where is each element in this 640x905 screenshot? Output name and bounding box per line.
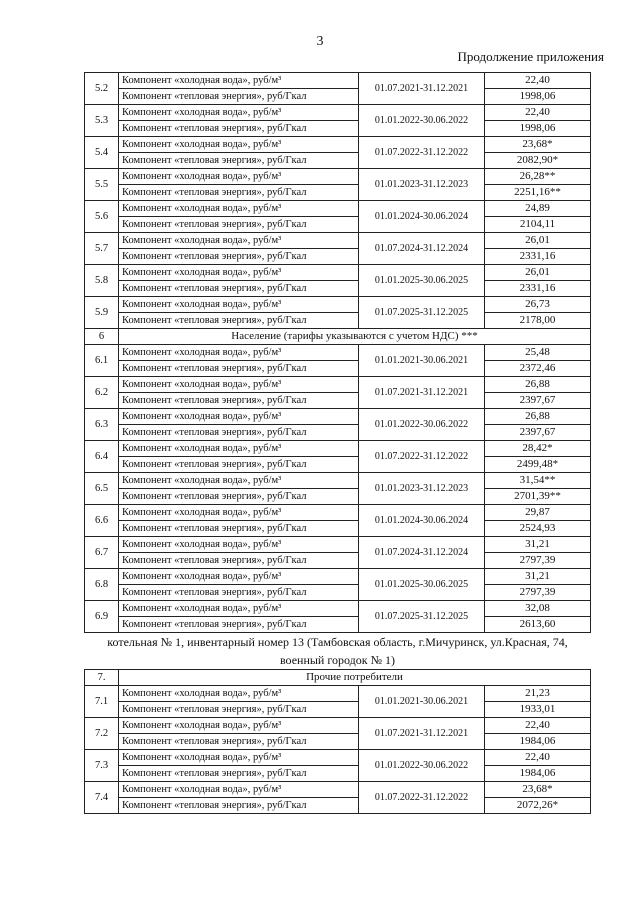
heat-energy-value: 1984,06 (485, 766, 591, 782)
component-heat-energy-label: Компонент «тепловая энергия», руб/Гкал (119, 585, 359, 601)
cold-water-value: 26,88 (485, 409, 591, 425)
period-cell: 01.07.2022-31.12.2022 (359, 137, 485, 169)
period-cell: 01.07.2025-31.12.2025 (359, 601, 485, 633)
section-title-population: Население (тарифы указываются с учетом НДС) *** (119, 329, 591, 345)
page-number: 3 (316, 34, 324, 49)
component-heat-energy-label: Компонент «тепловая энергия», руб/Гкал (119, 89, 359, 105)
table-row (85, 281, 591, 297)
row-number: 6.9 (85, 601, 119, 633)
section-row (85, 670, 591, 686)
table-row (85, 409, 591, 425)
component-heat-energy-label: Компонент «тепловая энергия», руб/Гкал (119, 185, 359, 201)
component-heat-energy-label: Компонент «тепловая энергия», руб/Гкал (119, 425, 359, 441)
component-heat-energy-label: Компонент «тепловая энергия», руб/Гкал (119, 617, 359, 633)
table-row (85, 89, 591, 105)
cold-water-value: 26,73 (485, 297, 591, 313)
period-cell: 01.07.2021-31.12.2021 (359, 377, 485, 409)
row-number: 5.5 (85, 169, 119, 201)
table-row (85, 185, 591, 201)
row-number: 5.6 (85, 201, 119, 233)
cold-water-value: 25,48 (485, 345, 591, 361)
row-number: 6.3 (85, 409, 119, 441)
row-number: 7.2 (85, 718, 119, 750)
component-heat-energy-label: Компонент «тепловая энергия», руб/Гкал (119, 121, 359, 137)
table-row (85, 734, 591, 750)
heat-energy-value: 2331,16 (485, 249, 591, 265)
component-heat-energy-label: Компонент «тепловая энергия», руб/Гкал (119, 457, 359, 473)
cold-water-value: 23,68* (485, 137, 591, 153)
table-row (85, 393, 591, 409)
row-number: 6.7 (85, 537, 119, 569)
period-cell: 01.01.2024-30.06.2024 (359, 505, 485, 537)
component-cold-water-label: Компонент «холодная вода», руб/м³ (119, 345, 359, 361)
cold-water-value: 24,89 (485, 201, 591, 217)
cold-water-value: 21,23 (485, 686, 591, 702)
component-cold-water-label: Компонент «холодная вода», руб/м³ (119, 137, 359, 153)
section-number: 7. (85, 670, 119, 686)
row-number: 5.7 (85, 233, 119, 265)
table-row (85, 73, 591, 89)
component-cold-water-label: Компонент «холодная вода», руб/м³ (119, 505, 359, 521)
table-row (85, 137, 591, 153)
table-row (85, 233, 591, 249)
cold-water-value: 31,54** (485, 473, 591, 489)
component-cold-water-label: Компонент «холодная вода», руб/м³ (119, 750, 359, 766)
section-number: 6 (85, 329, 119, 345)
component-cold-water-label: Компонент «холодная вода», руб/м³ (119, 201, 359, 217)
period-cell: 01.01.2024-30.06.2024 (359, 201, 485, 233)
row-number: 6.6 (85, 505, 119, 537)
heat-energy-value: 2104,11 (485, 217, 591, 233)
component-heat-energy-label: Компонент «тепловая энергия», руб/Гкал (119, 217, 359, 233)
heat-energy-value: 2397,67 (485, 425, 591, 441)
row-number: 6.5 (85, 473, 119, 505)
period-cell: 01.07.2021-31.12.2021 (359, 718, 485, 750)
cold-water-value: 22,40 (485, 750, 591, 766)
period-cell: 01.01.2023-31.12.2023 (359, 473, 485, 505)
component-cold-water-label: Компонент «холодная вода», руб/м³ (119, 409, 359, 425)
row-number: 7.3 (85, 750, 119, 782)
table-row (85, 505, 591, 521)
table-row (85, 521, 591, 537)
component-cold-water-label: Компонент «холодная вода», руб/м³ (119, 686, 359, 702)
heat-energy-value: 1984,06 (485, 734, 591, 750)
component-heat-energy-label: Компонент «тепловая энергия», руб/Гкал (119, 521, 359, 537)
component-heat-energy-label: Компонент «тепловая энергия», руб/Гкал (119, 281, 359, 297)
table-row (85, 782, 591, 798)
component-cold-water-label: Компонент «холодная вода», руб/м³ (119, 601, 359, 617)
period-cell: 01.07.2021-31.12.2021 (359, 73, 485, 105)
period-cell: 01.07.2025-31.12.2025 (359, 297, 485, 329)
period-cell: 01.01.2025-30.06.2025 (359, 569, 485, 601)
table-row (85, 153, 591, 169)
heat-energy-value: 2499,48* (485, 457, 591, 473)
component-cold-water-label: Компонент «холодная вода», руб/м³ (119, 169, 359, 185)
table-row (85, 750, 591, 766)
heat-energy-value: 2331,16 (485, 281, 591, 297)
table-row (85, 265, 591, 281)
continuation-label: Продолжение приложения (457, 49, 604, 64)
row-number: 6.2 (85, 377, 119, 409)
boiler-heading: котельная № 1, инвентарный номер 13 (Тамбовская область, г.Мичуринск, ул.Красная, 74, военный городок № 1) (85, 633, 591, 670)
row-number: 6.4 (85, 441, 119, 473)
period-cell: 01.07.2024-31.12.2024 (359, 537, 485, 569)
heat-energy-value: 2178,00 (485, 313, 591, 329)
component-cold-water-label: Компонент «холодная вода», руб/м³ (119, 569, 359, 585)
heat-energy-value: 1933,01 (485, 702, 591, 718)
heat-energy-value: 2701,39** (485, 489, 591, 505)
period-cell: 01.01.2021-30.06.2021 (359, 686, 485, 718)
table-row (85, 201, 591, 217)
component-heat-energy-label: Компонент «тепловая энергия», руб/Гкал (119, 313, 359, 329)
boiler-heading-row (85, 633, 591, 670)
component-heat-energy-label: Компонент «тепловая энергия», руб/Гкал (119, 361, 359, 377)
component-heat-energy-label: Компонент «тепловая энергия», руб/Гкал (119, 766, 359, 782)
heat-energy-value: 1998,06 (485, 89, 591, 105)
row-number: 6.1 (85, 345, 119, 377)
row-number: 7.4 (85, 782, 119, 814)
table-row (85, 489, 591, 505)
cold-water-value: 29,87 (485, 505, 591, 521)
cold-water-value: 31,21 (485, 537, 591, 553)
table-row (85, 798, 591, 814)
component-heat-energy-label: Компонент «тепловая энергия», руб/Гкал (119, 249, 359, 265)
heat-energy-value: 1998,06 (485, 121, 591, 137)
component-cold-water-label: Компонент «холодная вода», руб/м³ (119, 73, 359, 89)
cold-water-value: 26,88 (485, 377, 591, 393)
table-row (85, 553, 591, 569)
heat-energy-value: 2072,26* (485, 798, 591, 814)
heat-energy-value: 2797,39 (485, 585, 591, 601)
table-row (85, 617, 591, 633)
component-heat-energy-label: Компонент «тепловая энергия», руб/Гкал (119, 734, 359, 750)
heat-energy-value: 2524,93 (485, 521, 591, 537)
tariff-table (84, 72, 591, 814)
component-cold-water-label: Компонент «холодная вода», руб/м³ (119, 233, 359, 249)
component-heat-energy-label: Компонент «тепловая энергия», руб/Гкал (119, 489, 359, 505)
period-cell: 01.01.2022-30.06.2022 (359, 750, 485, 782)
component-heat-energy-label: Компонент «тепловая энергия», руб/Гкал (119, 798, 359, 814)
cold-water-value: 22,40 (485, 73, 591, 89)
table-row (85, 718, 591, 734)
table-row (85, 457, 591, 473)
table-row (85, 425, 591, 441)
component-cold-water-label: Компонент «холодная вода», руб/м³ (119, 537, 359, 553)
table-row (85, 121, 591, 137)
component-heat-energy-label: Компонент «тепловая энергия», руб/Гкал (119, 702, 359, 718)
period-cell: 01.01.2023-31.12.2023 (359, 169, 485, 201)
component-cold-water-label: Компонент «холодная вода», руб/м³ (119, 105, 359, 121)
table-row (85, 105, 591, 121)
component-cold-water-label: Компонент «холодная вода», руб/м³ (119, 718, 359, 734)
table-row (85, 766, 591, 782)
table-row (85, 473, 591, 489)
period-cell: 01.01.2022-30.06.2022 (359, 105, 485, 137)
table-row (85, 585, 591, 601)
component-cold-water-label: Компонент «холодная вода», руб/м³ (119, 473, 359, 489)
component-cold-water-label: Компонент «холодная вода», руб/м³ (119, 377, 359, 393)
period-cell: 01.01.2021-30.06.2021 (359, 345, 485, 377)
period-cell: 01.07.2024-31.12.2024 (359, 233, 485, 265)
table-row (85, 361, 591, 377)
heat-energy-value: 2613,60 (485, 617, 591, 633)
row-number: 7.1 (85, 686, 119, 718)
cold-water-value: 32,08 (485, 601, 591, 617)
table-row (85, 169, 591, 185)
table-row (85, 217, 591, 233)
cold-water-value: 22,40 (485, 105, 591, 121)
component-heat-energy-label: Компонент «тепловая энергия», руб/Гкал (119, 153, 359, 169)
component-heat-energy-label: Компонент «тепловая энергия», руб/Гкал (119, 393, 359, 409)
table-row (85, 249, 591, 265)
cold-water-value: 23,68* (485, 782, 591, 798)
period-cell: 01.07.2022-31.12.2022 (359, 441, 485, 473)
row-number: 5.4 (85, 137, 119, 169)
row-number: 5.3 (85, 105, 119, 137)
component-cold-water-label: Компонент «холодная вода», руб/м³ (119, 441, 359, 457)
section-row (85, 329, 591, 345)
row-number: 5.8 (85, 265, 119, 297)
period-cell: 01.01.2022-30.06.2022 (359, 409, 485, 441)
component-cold-water-label: Компонент «холодная вода», руб/м³ (119, 782, 359, 798)
component-cold-water-label: Компонент «холодная вода», руб/м³ (119, 297, 359, 313)
cold-water-value: 26,01 (485, 233, 591, 249)
row-number: 6.8 (85, 569, 119, 601)
cold-water-value: 28,42* (485, 441, 591, 457)
cold-water-value: 31,21 (485, 569, 591, 585)
component-heat-energy-label: Компонент «тепловая энергия», руб/Гкал (119, 553, 359, 569)
table-row (85, 345, 591, 361)
row-number: 5.2 (85, 73, 119, 105)
heat-energy-value: 2372,46 (485, 361, 591, 377)
section-title-other-consumers: Прочие потребители (119, 670, 591, 686)
cold-water-value: 26,01 (485, 265, 591, 281)
table-row (85, 569, 591, 585)
table-row (85, 441, 591, 457)
table-row (85, 686, 591, 702)
table-row (85, 297, 591, 313)
cold-water-value: 22,40 (485, 718, 591, 734)
table-row (85, 537, 591, 553)
row-number: 5.9 (85, 297, 119, 329)
heat-energy-value: 2397,67 (485, 393, 591, 409)
cold-water-value: 26,28** (485, 169, 591, 185)
component-cold-water-label: Компонент «холодная вода», руб/м³ (119, 265, 359, 281)
heat-energy-value: 2797,39 (485, 553, 591, 569)
table-row (85, 702, 591, 718)
period-cell: 01.07.2022-31.12.2022 (359, 782, 485, 814)
table-row (85, 377, 591, 393)
table-row (85, 601, 591, 617)
table-row (85, 313, 591, 329)
heat-energy-value: 2251,16** (485, 185, 591, 201)
heat-energy-value: 2082,90* (485, 153, 591, 169)
period-cell: 01.01.2025-30.06.2025 (359, 265, 485, 297)
